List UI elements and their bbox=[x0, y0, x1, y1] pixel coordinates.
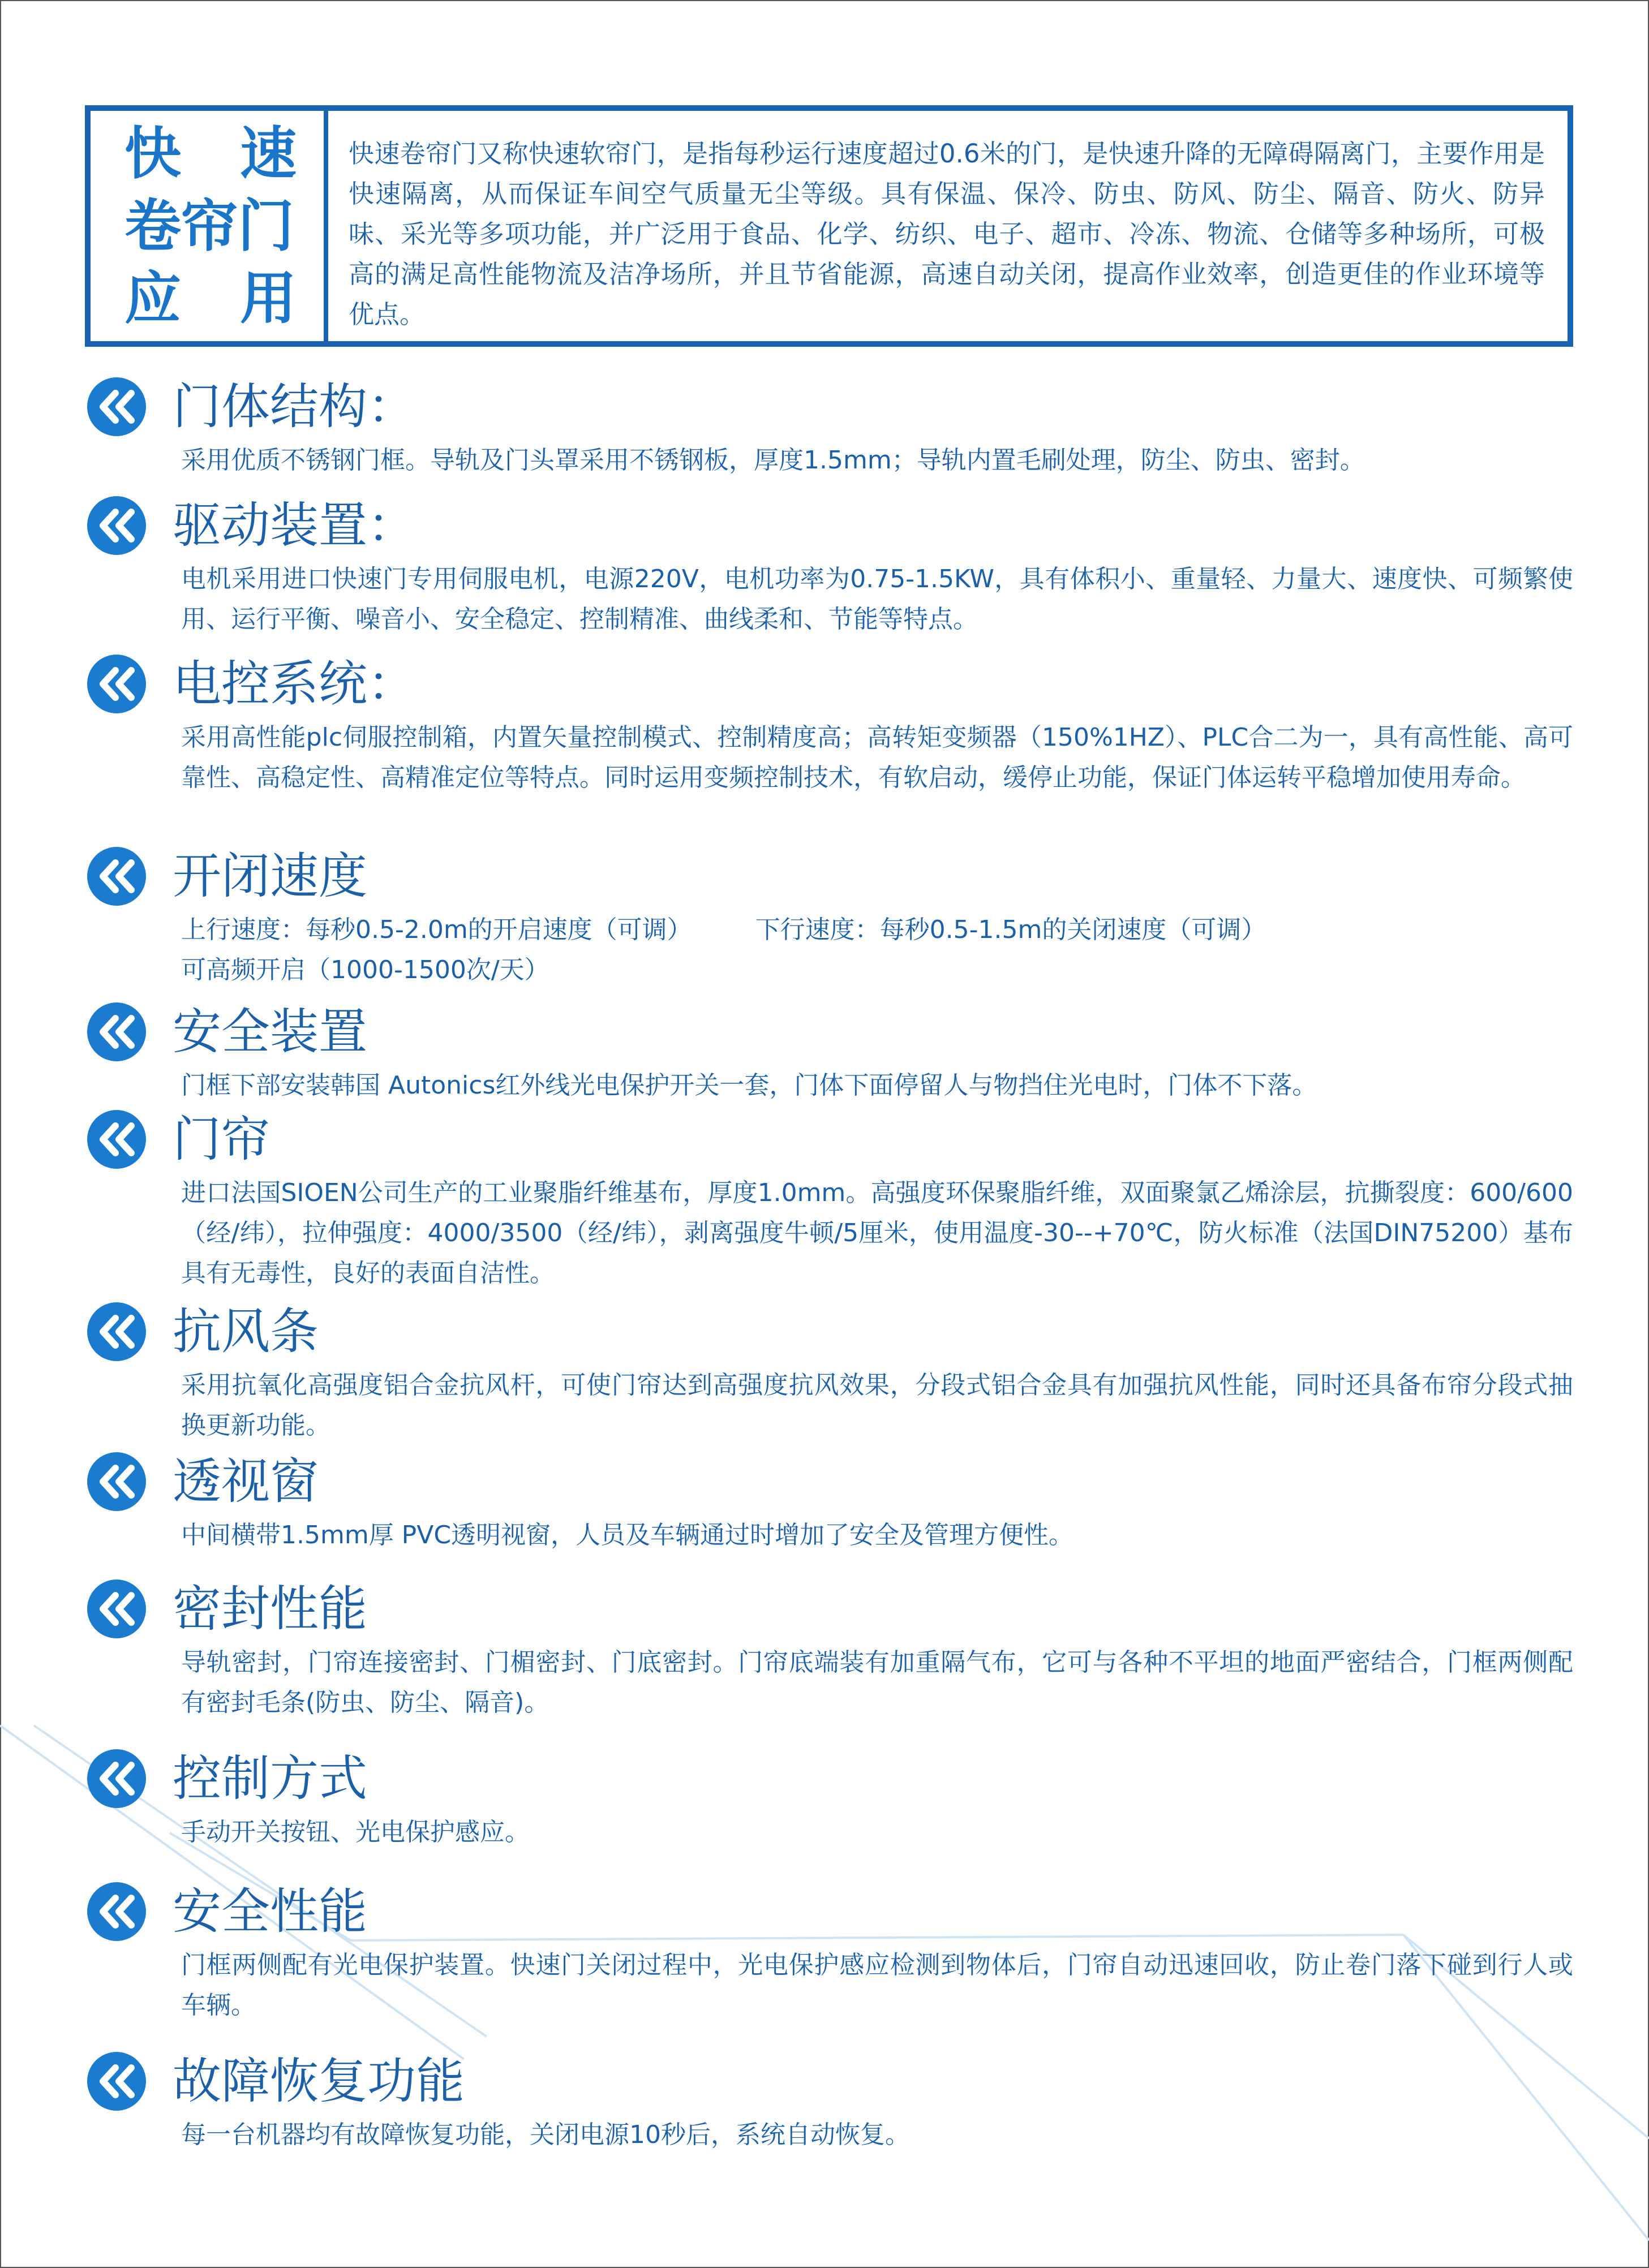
intro-title-line-1 bbox=[124, 118, 297, 190]
double-chevron-left-icon bbox=[87, 1882, 146, 1941]
section-open-close-speed bbox=[85, 843, 1573, 990]
intro-title-line-3 bbox=[124, 262, 297, 335]
section-heading bbox=[85, 1576, 1573, 1642]
intro-title bbox=[91, 111, 328, 341]
intro-title-char: 用 bbox=[240, 265, 297, 332]
downward-speed-text: 下行速度：每秒0.5-1.5m的关闭速度（可调） bbox=[755, 915, 1266, 944]
section-title: 开闭速度 bbox=[173, 848, 367, 905]
frequency-text: 可高频开启（1000-1500次/天） bbox=[181, 956, 549, 984]
section-body: 中间横带1.5mm厚 PVC透明视窗，人员及车辆通过时增加了安全及管理方便性。 bbox=[181, 1521, 1074, 1550]
section-body: 进口法国SIOEN公司生产的工业聚脂纤维基布，厚度1.0mm。高强度环保聚脂纤维，双面聚氯乙烯涂层，抗撕裂度：600/600（经/纬），拉伸强度：4000/3500（经/纬），剥离强度牛顿/5厘米，使用温度-30--+70℃，防火标准（法国DIN75200）基布具有无毒性，良好的表面自洁性。 bbox=[181, 1178, 1573, 1288]
section-title: 透视窗 bbox=[173, 1453, 319, 1510]
intro-description: 快速卷帘门又称快速软帘门，是指每秒运行速度超过0.6米的门，是快速升降的无障碍隔离门，主要作用是快速隔离，从而保证车间空气质量无尘等级。具有保温、保冷、防虫、防风、防尘、隔音、防火、防异味、采光等多项功能，并广泛用于食品、化学、纺织、电子、超市、冷冻、物流、仓储等多种场所，可极高的满足高性能物流及洁净场所，并且节省能源，高速自动关闭，提高作业效率，创造更佳的作业环境等优点。 bbox=[349, 139, 1545, 329]
section-safety-performance bbox=[85, 1878, 1573, 2025]
section-heading bbox=[85, 651, 1573, 717]
double-chevron-left-icon bbox=[87, 655, 146, 713]
section-safety-device bbox=[85, 999, 1573, 1105]
intro-title-char: 速 bbox=[240, 120, 297, 187]
double-chevron-left-icon bbox=[87, 1580, 146, 1638]
section-control-method bbox=[85, 1745, 1573, 1852]
section-heading bbox=[85, 492, 1573, 559]
section-vision-window bbox=[85, 1448, 1573, 1555]
section-heading bbox=[85, 1106, 1573, 1173]
section-electric-control bbox=[85, 651, 1573, 798]
section-body bbox=[181, 910, 1573, 990]
section-title: 故障恢复功能 bbox=[173, 2053, 465, 2110]
intro-title-char: 应 bbox=[124, 265, 181, 332]
section-title: 抗风条 bbox=[173, 1303, 319, 1360]
section-title: 控制方式 bbox=[173, 1750, 367, 1807]
double-chevron-left-icon bbox=[87, 847, 146, 906]
intro-title-text: 卷帘门 bbox=[124, 192, 294, 259]
section-heading bbox=[85, 1745, 1573, 1812]
section-body: 采用高性能plc伺服控制箱，内置矢量控制模式、控制精度高；高转矩变频器（150%1HZ）、PLC合二为一，具有高性能、高可靠性、高稳定性、高精准定位等特点。同时运用变频控制技术，有软启动，缓停止功能，保证门体运转平稳增加使用寿命。 bbox=[181, 723, 1573, 792]
section-heading bbox=[85, 999, 1573, 1065]
section-body: 每一台机器均有故障恢复功能，关闭电源10秒后，系统自动恢复。 bbox=[181, 2120, 910, 2149]
intro-title-char: 快 bbox=[124, 120, 181, 187]
section-sealing-performance bbox=[85, 1576, 1573, 1723]
double-chevron-left-icon bbox=[87, 377, 146, 436]
section-title: 驱动装置： bbox=[173, 497, 416, 554]
upward-speed-text: 上行速度：每秒0.5-2.0m的开启速度（可调） bbox=[181, 915, 692, 944]
section-body: 导轨密封，门帘连接密封、门楣密封、门底密封。门帘底端装有加重隔气布，它可与各种不平坦的地面严密结合，门框两侧配有密封毛条(防虫、防尘、隔音)。 bbox=[181, 1648, 1573, 1717]
section-door-structure bbox=[85, 373, 1573, 480]
double-chevron-left-icon bbox=[87, 2052, 146, 2111]
double-chevron-left-icon bbox=[87, 1302, 146, 1361]
section-body: 门框两侧配有光电保护装置。快速门关闭过程中，光电保护感应检测到物体后，门帘自动迅速回收，防止卷门落下碰到行人或车辆。 bbox=[181, 1951, 1573, 2020]
section-body: 门框下部安装韩国 Autonics红外线光电保护开关一套，门体下面停留人与物挡住光电时，门体不下落。 bbox=[181, 1071, 1317, 1100]
section-title: 门帘 bbox=[173, 1111, 270, 1168]
section-heading bbox=[85, 1448, 1573, 1515]
intro-title-line-2 bbox=[124, 190, 297, 262]
intro-box bbox=[85, 105, 1573, 347]
section-curtain bbox=[85, 1106, 1573, 1293]
section-body: 电机采用进口快速门专用伺服电机，电源220V，电机功率为0.75-1.5KW，具有体积小、重量轻、力量大、速度快、可频繁使用、运行平衡、噪音小、安全稳定、控制精准、曲线柔和、节能等特点。 bbox=[181, 565, 1573, 634]
section-heading bbox=[85, 1298, 1573, 1365]
double-chevron-left-icon bbox=[87, 1002, 146, 1061]
section-title: 安全装置 bbox=[173, 1004, 367, 1060]
section-title: 安全性能 bbox=[173, 1883, 367, 1940]
section-body: 采用抗氧化高强度铝合金抗风杆，可使门帘达到高强度抗风效果，分段式铝合金具有加强抗风性能，同时还具备布帘分段式抽换更新功能。 bbox=[181, 1371, 1573, 1440]
double-chevron-left-icon bbox=[87, 496, 146, 555]
section-heading bbox=[85, 373, 1573, 440]
section-heading bbox=[85, 843, 1573, 910]
section-wind-bar bbox=[85, 1298, 1573, 1445]
section-heading bbox=[85, 2048, 1573, 2115]
section-drive-unit bbox=[85, 492, 1573, 639]
section-title: 密封性能 bbox=[173, 1581, 367, 1637]
double-chevron-left-icon bbox=[87, 1452, 146, 1511]
double-chevron-left-icon bbox=[87, 1110, 146, 1169]
section-body: 手动开关按钮、光电保护感应。 bbox=[181, 1818, 530, 1847]
section-title: 电控系统： bbox=[173, 656, 416, 712]
section-fault-recovery bbox=[85, 2048, 1573, 2155]
double-chevron-left-icon bbox=[87, 1749, 146, 1808]
speed-row bbox=[181, 910, 1573, 950]
section-heading bbox=[85, 1878, 1573, 1945]
section-title: 门体结构： bbox=[173, 378, 416, 435]
section-body: 采用优质不锈钢门框。导轨及门头罩采用不锈钢板，厚度1.5mm；导轨内置毛刷处理，防尘、防虫、密封。 bbox=[181, 446, 1365, 475]
